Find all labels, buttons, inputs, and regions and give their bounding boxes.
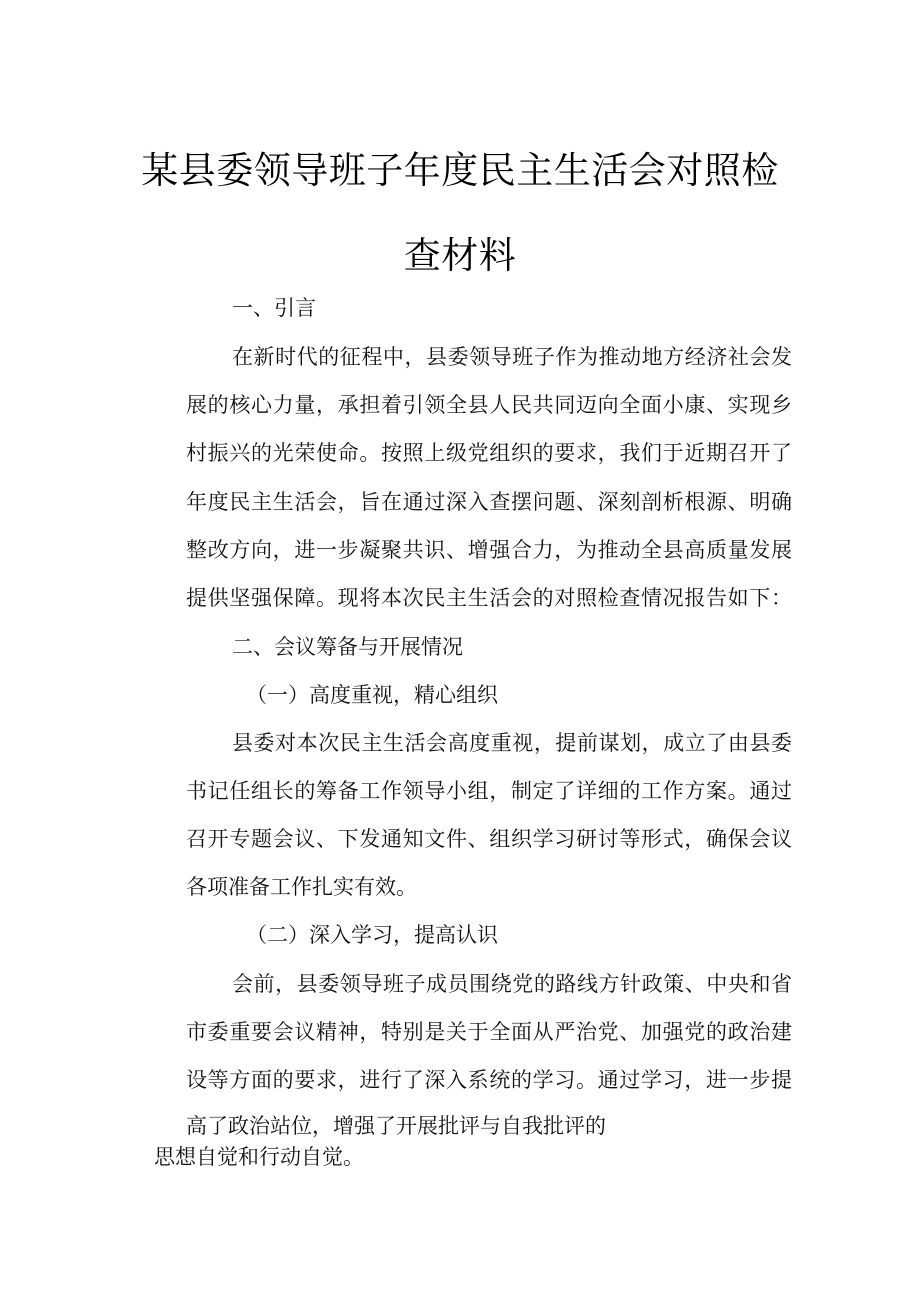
section-heading-preparation: 二、会议筹备与开展情况	[232, 635, 463, 659]
paragraph-line: 年度民主生活会，旨在通过深入查摆问题、深刻剖析根源、明确	[186, 490, 792, 514]
paragraph-line: 提供坚强保障。现将本次民主生活会的对照检查情况报告如下：	[186, 586, 792, 610]
paragraph-line: 思想自觉和行动自觉。	[154, 1145, 364, 1169]
subsection-heading-1: （一）高度重视，精心组织	[246, 683, 498, 707]
paragraph-line: 在新时代的征程中，县委领导班子作为推动地方经济社会发	[232, 345, 792, 369]
paragraph-line: 书记任组长的筹备工作领导小组，制定了详细的工作方案。通过	[186, 779, 792, 803]
paragraph-line: 设等方面的要求，进行了深入系统的学习。通过学习，进一步提	[186, 1068, 792, 1092]
paragraph-line: 县委对本次民主生活会高度重视，提前谋划，成立了由县委	[232, 731, 792, 755]
paragraph-line: 高了政治站位，增强了开展批评与自我批评的	[186, 1114, 606, 1138]
paragraph-line: 市委重要会议精神，特别是关于全面从严治党、加强党的政治建	[186, 1020, 792, 1044]
paragraph-line: 会前，县委领导班子成员围绕党的路线方针政策、中央和省	[232, 972, 792, 996]
paragraph-line: 展的核心力量，承担着引领全县人民共同迈向全面小康、实现乡	[186, 393, 792, 417]
paragraph-line: 召开专题会议、下发通知文件、组织学习研讨等形式，确保会议	[186, 827, 792, 851]
document-title-line-1: 某县委领导班子年度民主生活会对照检	[141, 149, 779, 192]
section-heading-intro: 一、引言	[232, 296, 316, 320]
paragraph-line: 整改方向，进一步凝聚共识、增强合力，为推动全县高质量发展	[186, 538, 792, 562]
subsection-heading-2: （二）深入学习，提高认识	[246, 923, 498, 947]
paragraph-line: 各项准备工作扎实有效。	[186, 875, 417, 899]
paragraph-line: 村振兴的光荣使命。按照上级党组织的要求，我们于近期召开了	[186, 441, 792, 465]
document-title-line-2: 查材料	[403, 234, 517, 277]
